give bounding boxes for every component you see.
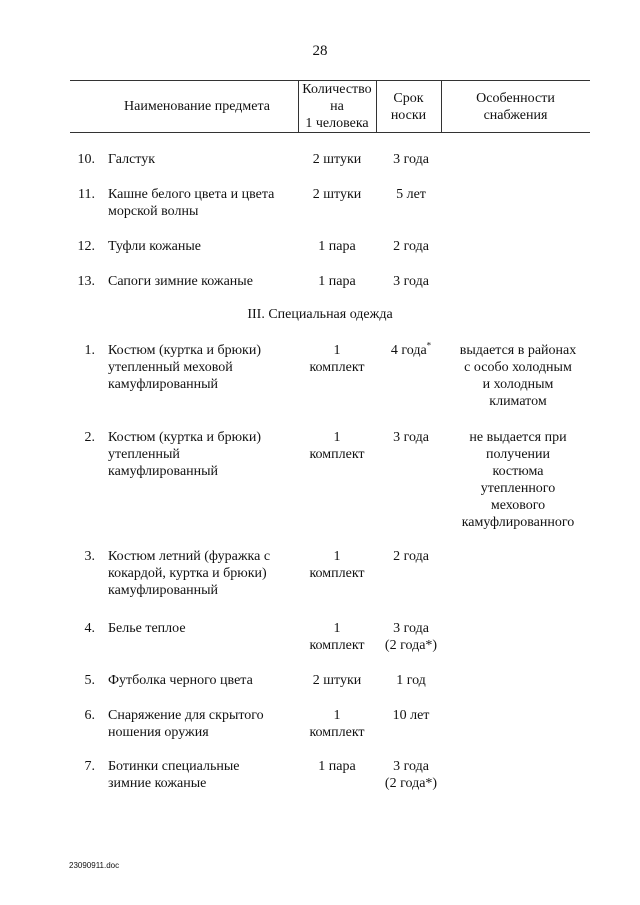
- cell-qty: 1 пара: [318, 239, 356, 254]
- cell-name: Галстук: [108, 152, 156, 167]
- cell-num: 10.: [77, 152, 95, 167]
- cell-num: 3.: [84, 549, 95, 564]
- cell-name: Ботинки специальные зимние кожаные: [108, 759, 240, 791]
- cell-name: Туфли кожаные: [108, 239, 201, 254]
- cell-num: 6.: [84, 708, 95, 723]
- page-number: 28: [312, 43, 328, 59]
- section-title: III. Специальная одежда: [247, 307, 393, 322]
- cell-num: 5.: [84, 673, 95, 688]
- header-name: Наименование предмета: [124, 99, 270, 114]
- cell-name: Костюм (куртка и брюки) утепленный меховой камуфлированный: [108, 343, 261, 392]
- cell-term: 2 года: [393, 549, 429, 564]
- cell-num: 2.: [84, 430, 95, 445]
- cell-name: Кашне белого цвета и цвета морской волны: [108, 187, 275, 219]
- header-bottom-rule: [70, 132, 590, 133]
- cell-name: Белье теплое: [108, 621, 186, 636]
- cell-name: Костюм летний (фуражка с кокардой, куртка и брюки) камуфлированный: [108, 549, 271, 598]
- header-quantity: Количество на 1 человека: [302, 82, 372, 131]
- cell-qty: 1 комплект: [309, 549, 365, 581]
- cell-num: 4.: [84, 621, 95, 636]
- cell-qty: 2 штуки: [312, 152, 362, 167]
- cell-term: 10 лет: [392, 708, 430, 723]
- cell-term: 3 года: [393, 274, 429, 289]
- cell-num: 7.: [84, 759, 95, 774]
- cell-name: Футболка черного цвета: [108, 673, 253, 688]
- cell-num: 13.: [77, 274, 95, 289]
- cell-name: Костюм (куртка и брюки) утепленный камуфлированный: [108, 430, 261, 479]
- cell-qty: 1 комплект: [309, 621, 365, 653]
- cell-term: 3 года: [393, 152, 429, 167]
- cell-name: Снаряжение для скрытого ношения оружия: [108, 708, 264, 740]
- cell-term: 1 год: [396, 673, 426, 688]
- cell-qty: 1 пара: [318, 759, 356, 774]
- footer-code: 23090911.doc: [69, 861, 120, 870]
- cell-num: 12.: [77, 239, 95, 254]
- cell-num: 1.: [84, 343, 95, 358]
- cell-qty: 1 комплект: [309, 343, 365, 375]
- cell-term: 3 года (2 года*): [384, 759, 438, 791]
- cell-num: 11.: [78, 187, 95, 202]
- cell-note: выдается в районах с особо холодным и холодным климатом: [459, 343, 577, 409]
- header-term: Срок носки: [390, 91, 427, 123]
- cell-qty: 1 пара: [318, 274, 356, 289]
- header-features: Особенности снабжения: [476, 91, 555, 123]
- cell-qty: 1 комплект: [309, 430, 365, 462]
- cell-term: 3 года: [393, 430, 429, 445]
- cell-term: 5 лет: [396, 187, 426, 202]
- cell-note: не выдается при получении костюма утепленного мехового камуфлированного: [461, 430, 575, 530]
- cell-term: 3 года (2 года*): [384, 621, 438, 653]
- cell-qty: 2 штуки: [312, 187, 362, 202]
- cell-name: Сапоги зимние кожаные: [108, 274, 253, 289]
- cell-qty: 1 комплект: [309, 708, 365, 740]
- cell-qty: 2 штуки: [312, 673, 362, 688]
- cell-term: 4 года*: [390, 340, 432, 358]
- cell-term: 2 года: [393, 239, 429, 254]
